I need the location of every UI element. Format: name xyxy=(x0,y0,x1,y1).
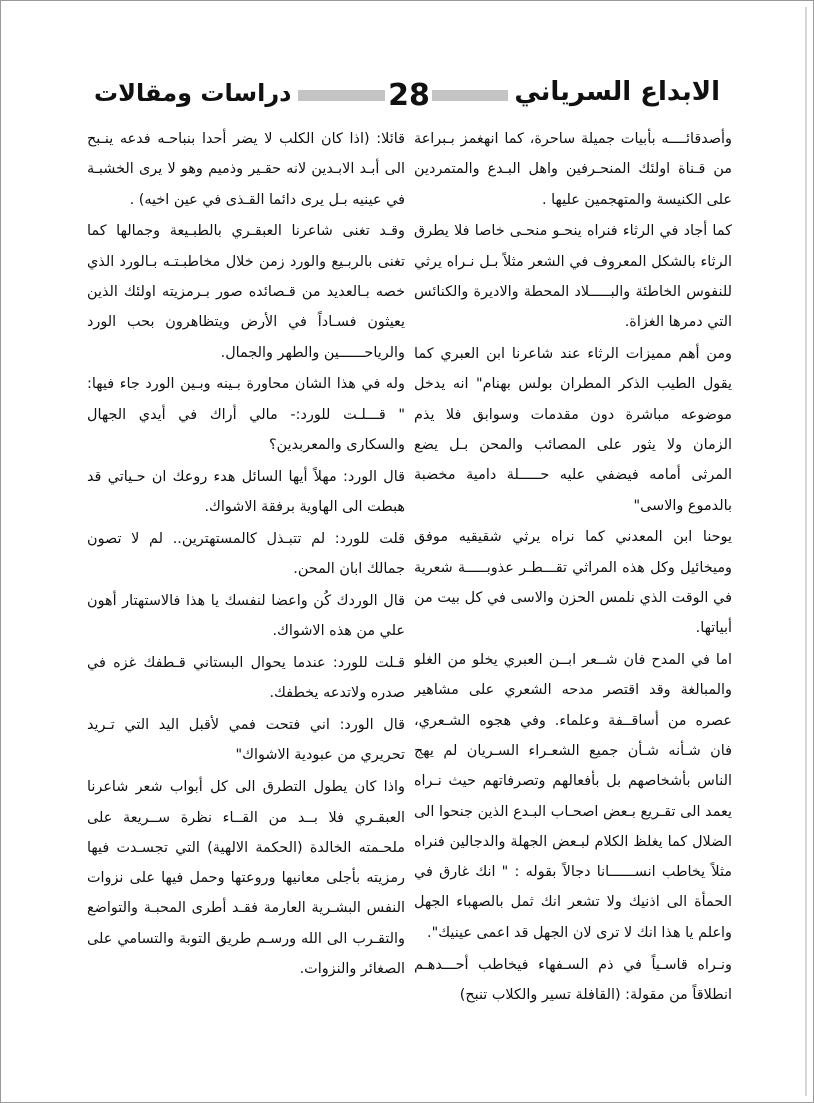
paragraph: ونـراه قاسـياً في ذم السـفهاء فيخاطب أحـــدهـم انطلاقاً من مقولة: (القافلة تسير والكلاب تنبح) xyxy=(414,956,732,1003)
section-title: دراسات ومقالات xyxy=(88,76,298,110)
paragraph: قال الوردك كُن واعضا لنفسك يا هذا فالاستهتار أهون علي من هذه الاشواك. xyxy=(87,592,405,640)
paragraph: اما في المدح فان شــعر ابــن العبري يخلو من الغلو والمبالغة وقد اقتصر مدحه الشعري على مشاهير عصره من أساقــفة وعلماء. وفي هجوه الشـعري، فان شـأنه شـأن جميع الشعـراء السـريان لم يهج الناس بأشخاصهم بل بأفعالهم وتصرفاتهم حيث نـراه يعمد الى تقـريع بـعض اصحـاب البـدع الذين جنحوا الى الضلال كما يغلظ الكلام لبـعض الجهلة والدجالين فنراه مثلاً يخاطب انســــــانا دجالاً بقوله : " انك غارق في الحمأة الى اذنيك ولا تشعر انك ثمل بالصهباء الجهل واعلم يا هذا انك لا ترى لان الجهل قد اعمى عينيك". xyxy=(414,652,732,941)
paragraph: وقـد تغنى شاعرنا العبقـري بالطبـيعة وجمالها كما تغنى بالربـيع والورد زمن خلال مخاطبـتـه بـالورد الذي خصه بـالعديد من قـصائده صور بـرمزيته اولئك الذين يعيثون فسـاداً في الأرض ويتظاهرون بحب الورد والرياحــــــين والطهر والجمال. xyxy=(87,223,405,361)
paragraph: كما أجاد في الرثاء فنراه ينحـو منحـى خاصا فلا يطرق الرثاء بالشكل المعروف في الشعر مثلاً بـل نـراه يرثي للنفوس الخاطئة والبـــــلاد المحطة والاديرة والكنائس التي دمرها الغزاة. xyxy=(414,223,732,331)
text-column-right xyxy=(414,124,732,1044)
paragraph: وأصدقائــــه بأبيات جميلة ساحرة، كما انهغمز بـبراعة من قـناة اولئك المنحـرفين واهل البـدع والمتمردين على الكنيسة والمتهجمين عليها . xyxy=(414,131,732,208)
paragraph: يوحنا ابن المعدني كما نراه يرثي شقيقيه موفق وميخائيل وكل هذه المراثي تقـــطـر عذوبـــــة شعرية في الوقت الذي نلمس الحزن والاسى في كل بيت من أبياتها. xyxy=(414,529,732,637)
paragraph: قـلت للورد: عندما يحوال البستاني قـطفك غزه في صدره ولاتدعه يخطفك. xyxy=(87,655,405,702)
paragraph: قال الورد: مهلاً أيها السائل هدء روعك ان حـياتي قد هبطت الى الهاوية برفقة الاشواك. xyxy=(87,468,405,516)
paragraph: قائلا: (اذا كان الكلب لا يضر أحدا بنباحـه فدعه ينـبح الى أبـد الابـدين لانه حقـير وذميم وهو لا يرى الخشبـة في عينيه بـل يرى دائما القـذى في عين اخيه) . xyxy=(87,131,405,208)
text-column-left xyxy=(87,124,405,1044)
paragraph: واذا كان يطول التطرق الى كل أبواب شعر شاعرنا العبقـري فلا بــد من القــاء نظرة ســريعة على ملحـمته الخالدة (الحكمة الالهية) التي تجسـدت فيها رمزيته بأجلى معانيها وروعتها وحمل فيها على نزوات النفس البشـرية العارمة فقـد أطرى المحبـة والتواضع والتقـرب الى الله ورسـم طريق التوبة والتسامي على الصغائر والنزوات. xyxy=(87,779,405,978)
paragraph: ومن أهم مميزات الرثاء عند شاعرنا ابن العبري كما يقول الطيب الذكر المطران بولس بهنام" انه يدخل موضوعه مباشرة دون مقدمات وسوابق فلا يذم الزمان ولا يثور على المصائب والمحن بـل يضع المرثى أمامه فيضفي عليه حـــــلة دامية مخضبة بالدموع والاسى" xyxy=(414,346,732,514)
magazine-title: الابداع السرياني xyxy=(508,74,726,110)
page-number: 28 xyxy=(386,76,432,116)
paragraph: قلت للورد: لم تتبـذل كالمستهترين.. لم لا تصون جمالك ابان المحن. xyxy=(87,530,405,578)
paragraph: قال الورد: اني فتحت فمي لأقبل اليد التي تـريد تحريري من عبودية الاشواك" xyxy=(87,717,405,764)
paragraph: وله في هذا الشان محاورة بـينه وبـين الورد جاء فيها: " قـــلـت للورد:- مالي أراك في أيدي الجهال والسكارى والمعربدين؟ xyxy=(87,376,405,453)
page-header xyxy=(0,0,814,125)
